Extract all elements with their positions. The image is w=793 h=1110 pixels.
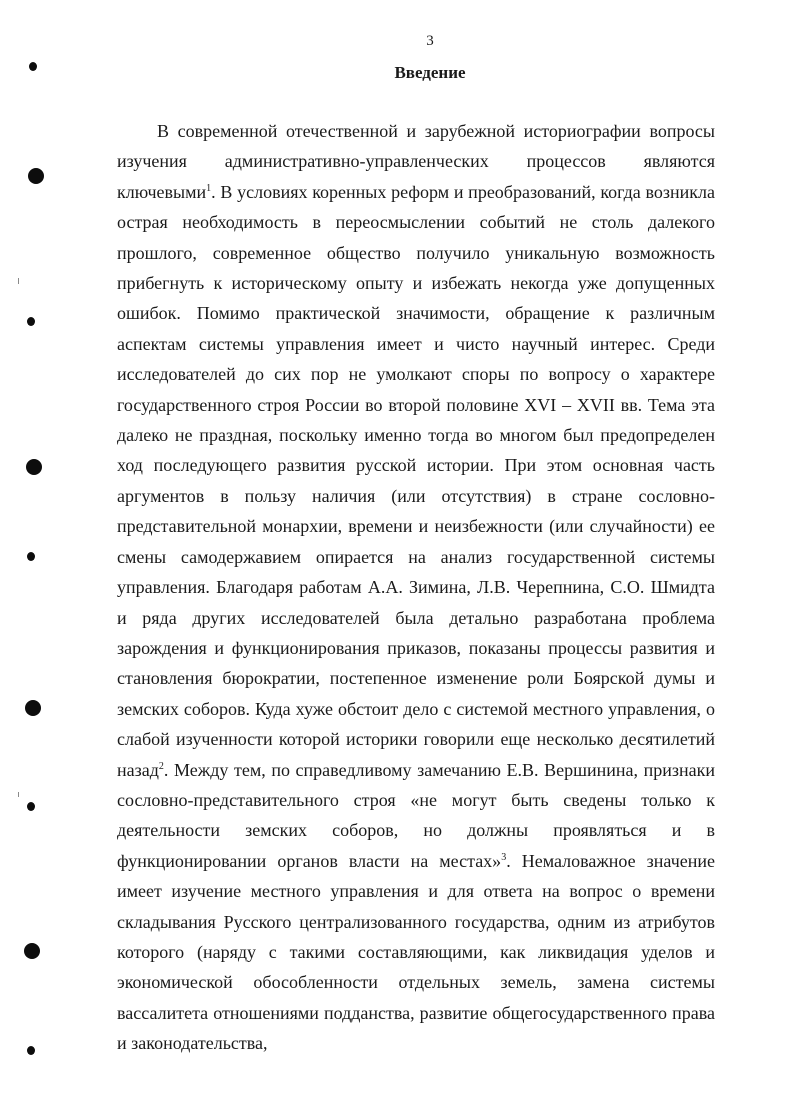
- binder-hole-mark: [27, 802, 35, 811]
- binder-hole: [28, 168, 44, 184]
- binder-hole: [24, 943, 40, 959]
- scan-mark: [18, 792, 19, 797]
- scan-mark: [18, 278, 19, 284]
- footnote-ref-1: 1: [206, 182, 212, 194]
- body-text-segment: . В условиях коренных реформ и преобразований, когда возникла острая необходимость в переосмыслении событий не столь далекого прошлого, современное общество получило уникальную возможность прибегнуть к историческому опыту и избежать некогда уже допущенных ошибок. Помимо практической значимости, обращение к различным аспектам системы управления имеет и чисто научный интерес. Среди исследователей до сих пор не умолкают споры по вопросу о характере государственного строя России во второй половине XVI – XVII вв. Тема эта далеко не праздная, поскольку именно тогда во многом был предопределен ход последующего развития русской истории. При этом основная часть аргументов в пользу наличия (или отсутствия) в стране сословно-представительной монархии, времени и неизбежности (или случайности) ее смены самодержавием опирается на анализ государственной системы управления. Благодаря работам А.А. Зимина, Л.В. Черепнина, С.О. Шмидта и ряда других исследователей была детально разработана проблема зарождения и функционирования приказов, показаны процессы развития и становления бюрократии, постепенное изменение роли Боярской думы и земских соборов. Куда хуже обстоит дело с системой местного управления, о слабой изученности которой историки говорили еще несколько десятилетий назад: [117, 181, 715, 780]
- binder-hole: [25, 700, 41, 716]
- footnote-ref-3: 3: [501, 851, 507, 863]
- body-text-segment: В современной отечественной и зарубежной историографии вопросы изучения административно-управленческих процессов являются ключевыми: [117, 121, 715, 202]
- footnote-ref-2: 2: [158, 760, 164, 772]
- binder-hole-mark: [27, 317, 35, 326]
- page-number: 3: [426, 33, 434, 49]
- binder-hole: [26, 459, 42, 475]
- binder-hole-mark: [27, 552, 35, 561]
- body-paragraph: [117, 116, 715, 1059]
- body-text-segment: . Между тем, по справедливому замечанию Е.В. Вершинина, признаки сословно-представительного строя «не могут быть сведены только к деятельности земских соборов, но должны проявляться и в функционировании органов власти на местах»: [117, 759, 715, 871]
- page-title: Введение: [394, 63, 466, 82]
- binder-hole-mark: [27, 1046, 35, 1055]
- body-text-segment: . Немаловажное значение имеет изучение местного управления и для ответа на вопрос о времени складывания Русского централизованного государства, одним из атрибутов которого (наряду с такими составляющими, как ликвидация уделов и экономической обособленности отдельных земель, замена системы вассалитета отношениями подданства, развитие общегосударственного права и законодательства,: [117, 850, 715, 1054]
- binder-hole-mark: [29, 62, 37, 71]
